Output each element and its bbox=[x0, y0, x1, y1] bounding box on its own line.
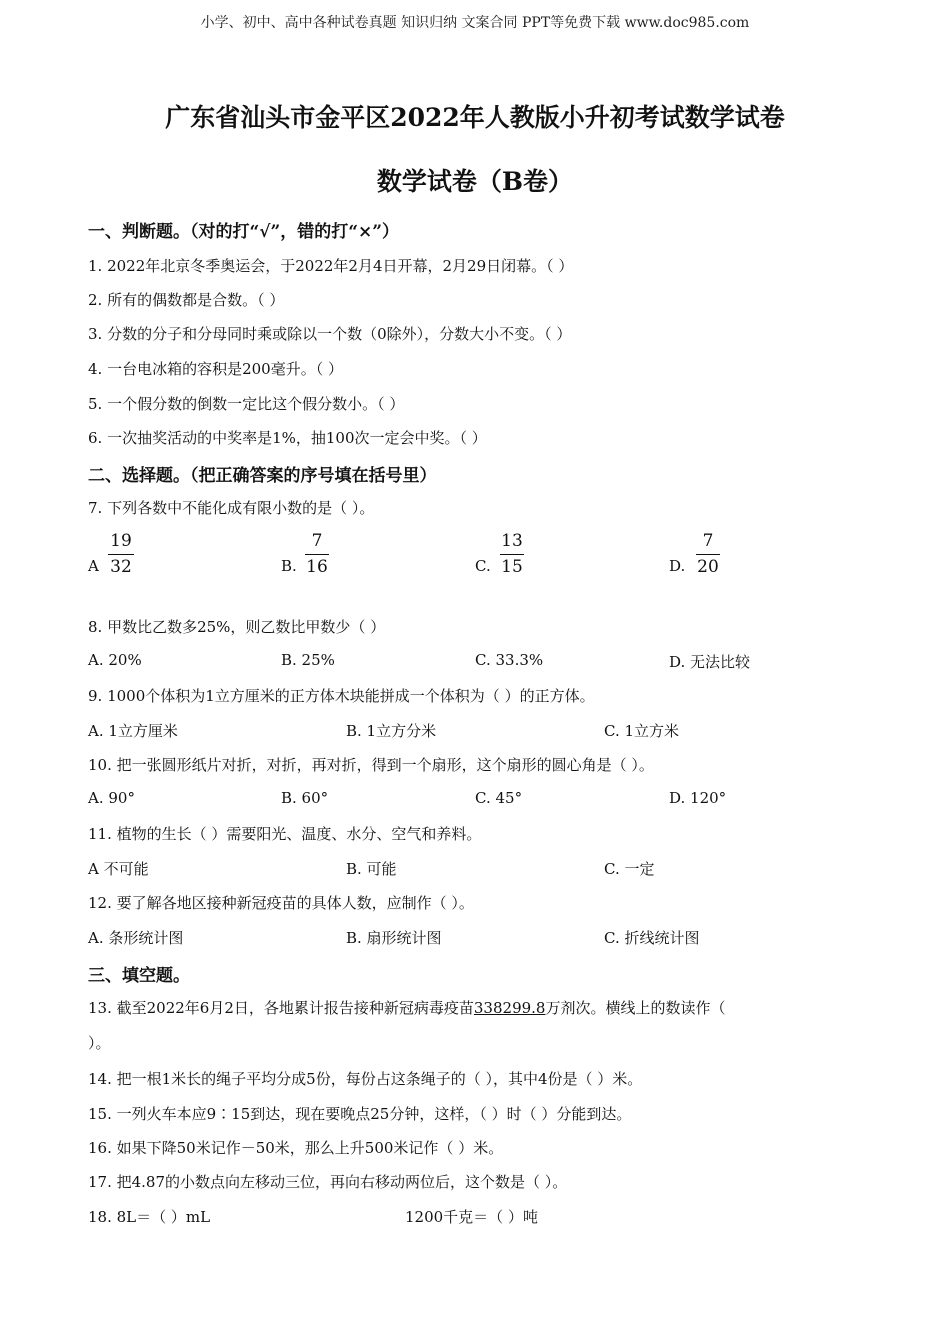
section-heading-true-false: 一、判断题。（对的打“√”，错的打“×”） bbox=[88, 222, 400, 242]
option-c: C. 45° bbox=[475, 789, 523, 807]
question-5: 5. 一个假分数的倒数一定比这个假分数小。（ ） bbox=[88, 395, 405, 413]
option-label: C. bbox=[475, 557, 491, 575]
option-label: D. bbox=[669, 557, 686, 575]
option-a: A. 1立方厘米 bbox=[88, 722, 178, 740]
section-heading-choice: 二、选择题。（把正确答案的序号填在括号里） bbox=[88, 466, 437, 486]
option-a: A. 20% bbox=[88, 651, 142, 669]
option-label: A bbox=[88, 557, 99, 575]
option-b: B. 25% bbox=[281, 651, 335, 669]
numerator: 19 bbox=[110, 531, 132, 551]
question-15: 15. 一列火车本应9∶15到达，现在要晚点25分钟，这样，（ ）时（ ）分能到达。 bbox=[88, 1105, 632, 1123]
question-13-continued: ）。 bbox=[88, 1034, 111, 1052]
question-7: 7. 下列各数中不能化成有限小数的是（ ）。 bbox=[88, 499, 375, 517]
question-3: 3. 分数的分子和分母同时乘或除以一个数（0除外），分数大小不变。（ ） bbox=[88, 325, 572, 343]
question-18-part-a: 18. 8L＝（ ）mL bbox=[88, 1208, 211, 1226]
underlined-number: 338299.8 bbox=[473, 999, 546, 1017]
option-label: B. bbox=[281, 557, 297, 575]
question-9: 9. 1000个体积为1立方厘米的正方体木块能拼成一个体积为（ ）的正方体。 bbox=[88, 687, 595, 705]
option-c: C. 一定 bbox=[604, 860, 655, 878]
option-c: C. 折线统计图 bbox=[604, 929, 700, 947]
option-d: D. 120° bbox=[669, 789, 727, 807]
option-b: B. 60° bbox=[281, 789, 329, 807]
question-13-before: 13. 截至2022年6月2日，各地累计报告接种新冠病毒疫苗 bbox=[88, 999, 474, 1017]
question-4: 4. 一台电冰箱的容积是200毫升。（ ） bbox=[88, 360, 343, 378]
numerator: 7 bbox=[702, 531, 714, 551]
option-d: D. 无法比较 bbox=[669, 653, 751, 671]
question-13 bbox=[88, 997, 725, 1018]
fraction bbox=[305, 530, 329, 578]
question-18-part-b: 1200千克＝（ ）吨 bbox=[405, 1208, 538, 1226]
question-6: 6. 一次抽奖活动的中奖率是1%，抽100次一定会中奖。（ ） bbox=[88, 429, 487, 447]
section-heading-fill-blank: 三、填空题。 bbox=[88, 966, 190, 986]
option-a: A. 条形统计图 bbox=[88, 929, 184, 947]
option-b: B. 扇形统计图 bbox=[346, 929, 442, 947]
denominator: 15 bbox=[501, 557, 523, 577]
option-c: C. 33.3% bbox=[475, 651, 544, 669]
option-b: B. 1立方分米 bbox=[346, 722, 437, 740]
question-1: 1. 2022年北京冬季奥运会，于2022年2月4日开幕，2月29日闭幕。（ ） bbox=[88, 257, 574, 275]
question-2: 2. 所有的偶数都是合数。（ ） bbox=[88, 291, 285, 309]
page-header: 小学、初中、高中各种试卷真题 知识归纳 文案合同 PPT等免费下载 www.doc985.com bbox=[200, 15, 750, 31]
fraction bbox=[696, 530, 720, 578]
option-a: A. 90° bbox=[88, 789, 135, 807]
question-11: 11. 植物的生长（ ）需要阳光、温度、水分、空气和养料。 bbox=[88, 825, 482, 843]
question-17: 17. 把4.87的小数点向左移动三位，再向右移动两位后，这个数是（ ）。 bbox=[88, 1173, 568, 1191]
denominator: 32 bbox=[110, 557, 132, 577]
numerator: 13 bbox=[501, 531, 523, 551]
option-c: C. 1立方米 bbox=[604, 722, 680, 740]
option-b: B. 可能 bbox=[346, 860, 397, 878]
question-16: 16. 如果下降50米记作－50米，那么上升500米记作（ ）米。 bbox=[88, 1139, 504, 1157]
denominator: 20 bbox=[697, 557, 719, 577]
question-10: 10. 把一张圆形纸片对折，对折，再对折，得到一个扇形，这个扇形的圆心角是（ ）。 bbox=[88, 756, 654, 774]
question-12: 12. 要了解各地区接种新冠疫苗的具体人数，应制作（ ）。 bbox=[88, 894, 474, 912]
numerator: 7 bbox=[311, 531, 323, 551]
fraction bbox=[500, 530, 524, 578]
denominator: 16 bbox=[306, 557, 328, 577]
page-title: 广东省汕头市金平区2022年人教版小升初考试数学试卷 bbox=[165, 103, 785, 132]
page-subtitle: 数学试卷（B卷） bbox=[376, 167, 574, 196]
question-8: 8. 甲数比乙数多25%，则乙数比甲数少（ ） bbox=[88, 618, 386, 636]
question-14: 14. 把一根1米长的绳子平均分成5份，每份占这条绳子的（ ），其中4份是（ ）米。 bbox=[88, 1070, 643, 1088]
fraction bbox=[108, 530, 134, 578]
option-a: A 不可能 bbox=[88, 860, 149, 878]
question-13-after: 万剂次。横线上的数读作（ bbox=[545, 999, 726, 1017]
